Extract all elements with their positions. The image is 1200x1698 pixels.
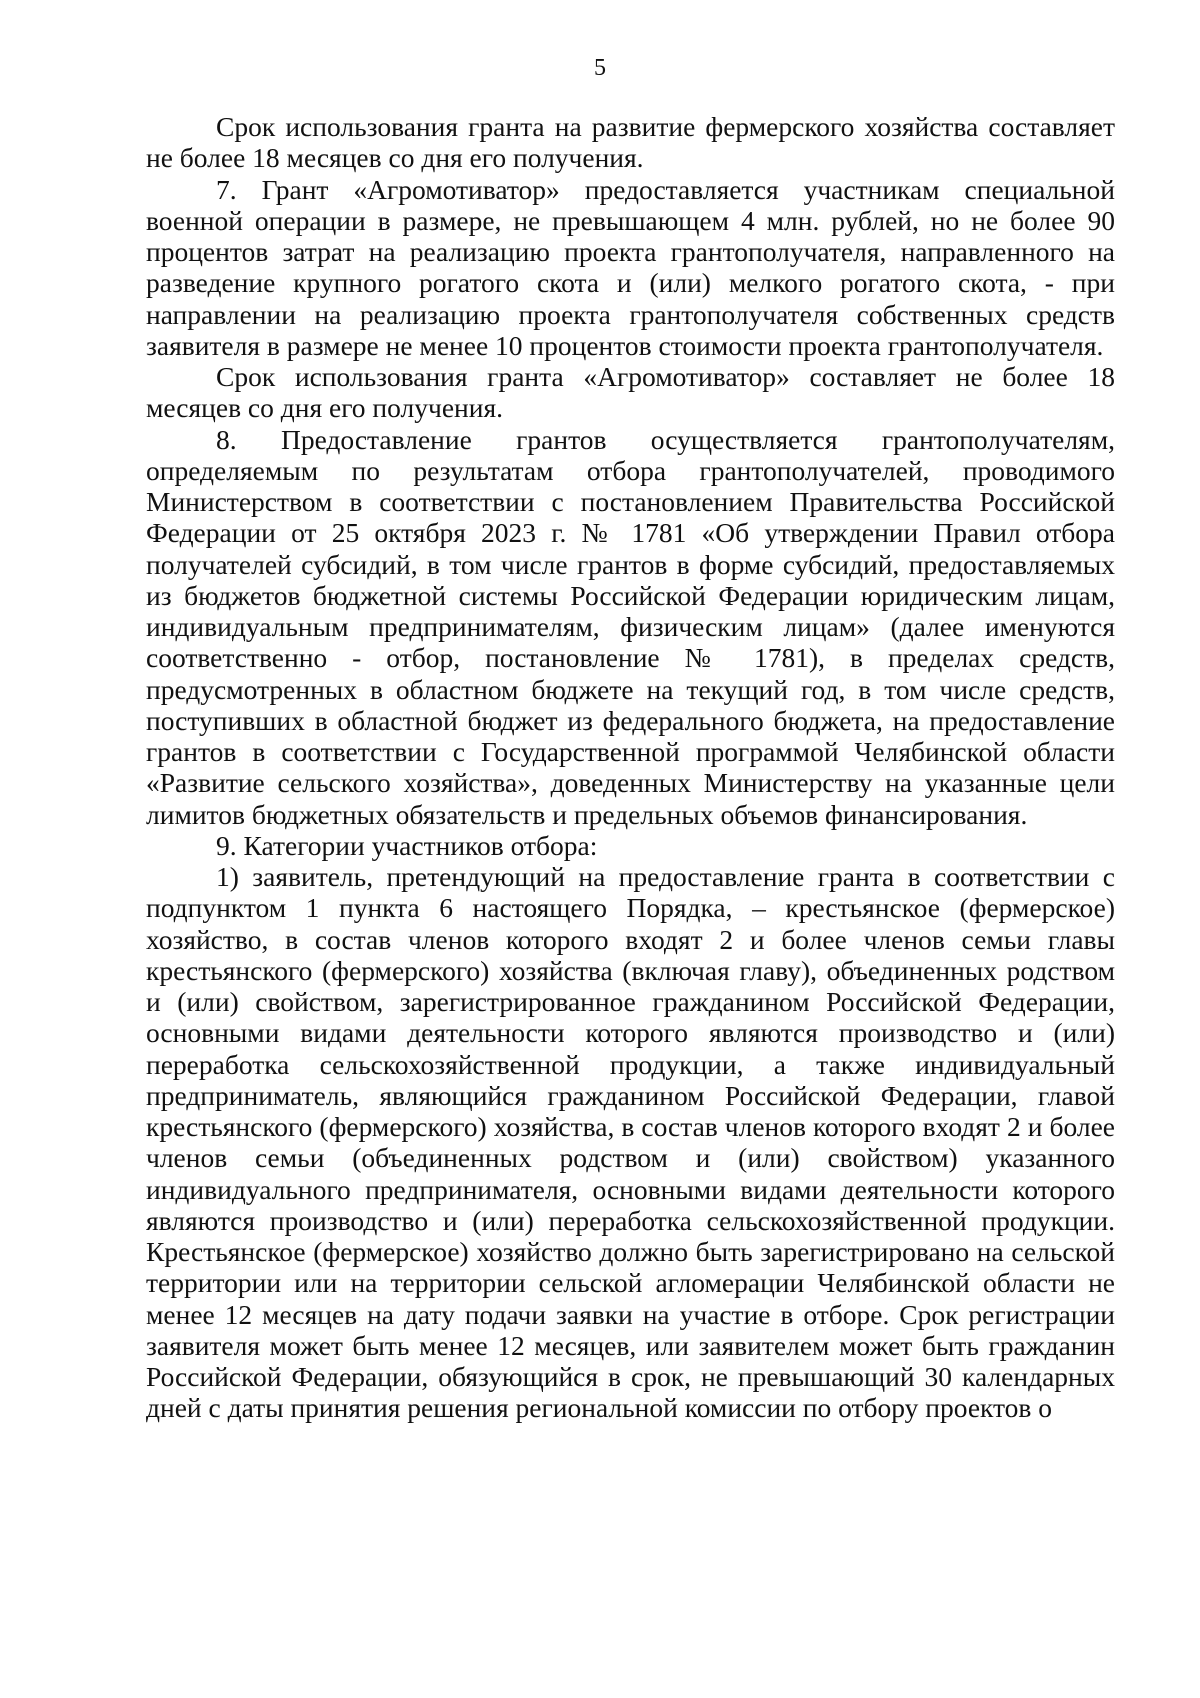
paragraph-9-1-applicant: 1) заявитель, претендующий на предоставление гранта в соответствии с подпунктом 1 пункта 6 настоящего Порядка, – крестьянское (фермерское) хозяйство, в состав членов которого входят 2 и более членов семьи главы крестьянского (фермерского) хозяйства (включая главу), объединенных родством и (или) свойством, зарегистрированное гражданином Российской Федерации, основными видами деятельности которого являются производство и (или) переработка сельскохозяйственной продукции, а также индивидуальный предприниматель, являющийся гражданином Российской Федерации, главой крестьянского (фермерского) хозяйства, в состав членов которого входят 2 и более членов семьи (объединенных родством и (или) свойством) указанного индивидуального предпринимателя, основными видами деятельности которого являются производство и (или) переработка сельскохозяйственной продукции. Крестьянское (фермерское) хозяйство должно быть зарегистрировано на сельской территории или на территории сельской агломерации Челябинской области не менее 12 месяцев на дату подачи заявки на участие в отборе. Срок регистрации заявителя может быть менее 12 месяцев, или заявителем может быть гражданин Российской Федерации, обязующийся в срок, не превышающий 30 календарных дней с даты принятия решения региональной комиссии по отбору проектов о — [146, 861, 1115, 1424]
paragraph-grant-term-farm: Срок использования гранта на развитие фермерского хозяйства составляет не более 18 месяцев со дня его получения. — [146, 111, 1115, 174]
paragraph-8-grant-provision: 8. Предоставление грантов осуществляется грантополучателям, определяемым по результатам отбора грантополучателей, проводимого Министерством в соответствии с постановлением Правительства Российской Федерации от 25 октября 2023 г. № 1781 «Об утверждении Правил отбора получателей субсидий, в том числе грантов в форме субсидий, предоставляемых из бюджетов бюджетной системы Российской Федерации юридическим лицам, индивидуальным предпринимателям, физическим лицам» (далее именуются соответственно - отбор, постановление № 1781), в пределах средств, предусмотренных в областном бюджете на текущий год, в том числе средств, поступивших в областной бюджет из федерального бюджета, на предоставление грантов в соответствии с Государственной программой Челябинской области «Развитие сельского хозяйства», доведенных Министерству на указанные цели лимитов бюджетных обязательств и предельных объемов финансирования. — [146, 423, 1115, 830]
paragraph-agromotivator-term: Срок использования гранта «Агромотиватор» составляет не более 18 месяцев со дня его получения. — [146, 361, 1115, 424]
document-body — [146, 111, 1115, 1424]
paragraph-7-agromotivator: 7. Грант «Агромотиватор» предоставляется участникам специальной военной операции в размере, не превышающем 4 млн. рублей, но не более 90 процентов затрат на реализацию проекта грантополучателя, направленного на разведение крупного рогатого скота и (или) мелкого рогатого скота, - при направлении на реализацию проекта грантополучателя собственных средств заявителя в размере не менее 10 процентов стоимости проекта грантополучателя. — [146, 173, 1115, 361]
paragraph-9-participant-categories: 9. Категории участников отбора: — [216, 829, 598, 861]
page-number: 5 — [594, 55, 606, 81]
